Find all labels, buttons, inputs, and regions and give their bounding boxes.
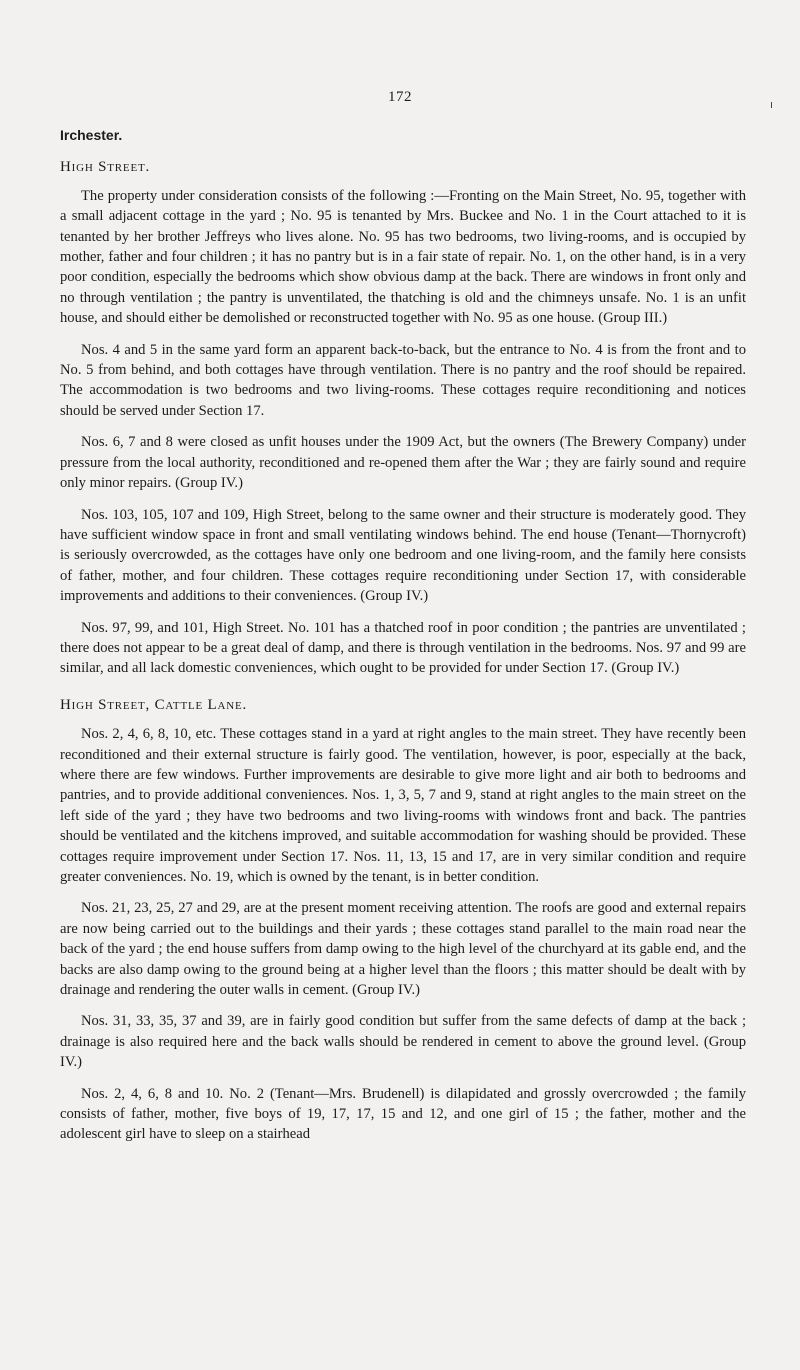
margin-mark <box>771 102 772 108</box>
paragraph: Nos. 97, 99, and 101, High Street. No. 101 has a thatched roof in poor condition ; the pantries are unventilated ; there does not appear to be a great deal of damp, and there is through ventilation in the bedrooms. Nos. 97 and 99 are similar, and all lack domestic conveniences, which ought to be provided for under Section 17. (Group IV.) <box>60 619 746 677</box>
section-heading-cattle-lane: High Street, Cattle Lane. <box>60 696 248 713</box>
paragraph: Nos. 31, 33, 35, 37 and 39, are in fairly good condition but suffer from the same defects of damp at the back ; drainage is also required here and the back walls should be rendered in cement to above the ground level. (Group IV.) <box>60 1013 746 1071</box>
paragraph: Nos. 103, 105, 107 and 109, High Street, belong to the same owner and their structure is moderately good. They have sufficient window space in front and small ventilating windows behind. The end house (Tenant—Thornycroft) is seriously overcrowded, as the cottages have only one bedroom and one living-room, and the family here consists of father, mother, and four children. These cottages require reconditioning under Section 17, with considerable improvements and additions to their conveniences. (Group IV.) <box>60 506 746 605</box>
document-body <box>60 125 746 1156</box>
section-heading-high-street: High Street. <box>60 159 151 176</box>
place-heading: Irchester. <box>60 127 123 143</box>
paragraph: Nos. 2, 4, 6, 8, 10, etc. These cottages stand in a yard at right angles to the main street. They have recently been reconditioned and their external structure is fairly good. The ventilation, however, is poor, especially at the back, where there are few windows. Further improvements are desirable to give more light and air both to bedrooms and pantries, and to provide additional conveniences. Nos. 1, 3, 5, 7 and 9, stand at right angles to the main street on the left side of the yard ; they have two bedrooms and two living-rooms with windows front and back. The pantries should be ventilated and the kitchens improved, and suitable accommodation for washing should be provided. These cottages require improvement under Section 17. Nos. 11, 13, 15 and 17, are in very similar condition and require greater conveniences. No. 19, which is owned by the tenant, is in better condition. <box>60 726 746 885</box>
paragraph: Nos. 4 and 5 in the same yard form an apparent back-to-back, but the entrance to No. 4 is from the front and to No. 5 from behind, and both cottages have through ventilation. There is no pantry and the roof should be repaired. The accommodation is two bedrooms and two living-rooms. These cottages require reconditioning and notices should be served under Section 17. <box>60 341 746 419</box>
paragraph: The property under consideration consists of the following :—Fronting on the Main Street, No. 95, together with a small adjacent cottage in the yard ; No. 95 is tenanted by Mrs. Buckee and No. 1 in the Court attached to it is tenanted by her brother Jeffreys who lives alone. No. 95 has two bedrooms, two living-rooms, and is occupied by mother, father and four children ; it has no pantry but is in a fair state of repair. No. 1, on the other hand, is in a very poor condition, especially the bedrooms which show obvious damp at the back. There are windows in front only and no through ventilation ; the pantry is unventilated, the thatching is old and the chimneys unsafe. No. 1 is an unfit house, and should either be demolished or reconstructed together with No. 95 as one house. (Group III.) <box>60 187 746 327</box>
page-number: 172 <box>388 89 412 105</box>
paragraph: Nos. 6, 7 and 8 were closed as unfit houses under the 1909 Act, but the owners (The Brewery Company) under pressure from the local authority, reconditioned and re-opened them after the War ; they are fairly sound and require only minor repairs. (Group IV.) <box>60 434 746 492</box>
paragraph: Nos. 2, 4, 6, 8 and 10. No. 2 (Tenant—Mrs. Brudenell) is dilapidated and grossly overcrowded ; the family consists of father, mother, five boys of 19, 17, 17, 15 and 12, and one girl of 15 ; the father, mother and the adolescent girl have to sleep on a stairhead <box>60 1085 746 1143</box>
paragraph: Nos. 21, 23, 25, 27 and 29, are at the present moment receiving attention. The roofs are good and external repairs are now being carried out to the buildings and their yards ; these cottages stand parallel to the main road near the back of the yard ; the end house suffers from damp owing to the high level of the churchyard at its gable end, and the backs are also damp owing to the ground being at a higher level than the floors ; this matter should be dealt with by drainage and rendering the outer walls in cement. (Group IV.) <box>60 900 746 999</box>
